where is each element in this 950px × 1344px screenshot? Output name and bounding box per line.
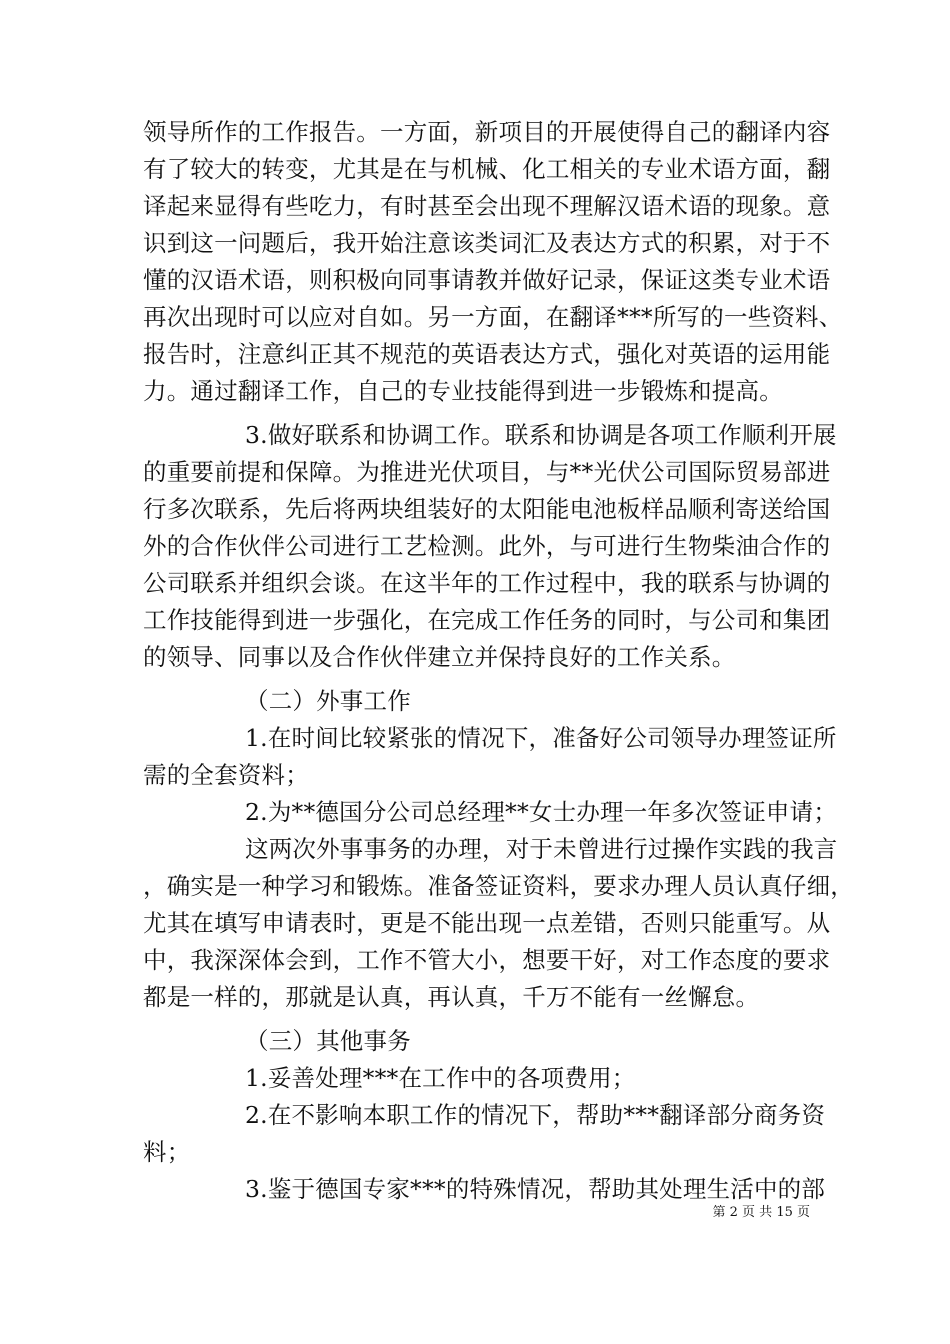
- text-line: 都是一样的，那就是认真，再认真，千万不能有一丝懈怠。: [143, 983, 760, 1011]
- text-line: 的重要前提和保障。为推进光伏项目，与**光伏公司国际贸易部进: [143, 458, 831, 486]
- text-line: 工作技能得到进一步强化，在完成工作任务的同时，与公司和集团: [143, 606, 831, 634]
- text-line: 2.为**德国分公司总经理**女士办理一年多次签证申请；: [245, 798, 838, 826]
- section-heading: （三）其他事务: [245, 1027, 411, 1055]
- text-line: 行多次联系，先后将两块组装好的太阳能电池板样品顺利寄送给国: [143, 495, 831, 523]
- text-line: 2.在不影响本职工作的情况下，帮助***翻译部分商务资: [245, 1101, 826, 1129]
- text-line: ，确实是一种学习和锻炼。准备签证资料，要求办理人员认真仔细，: [143, 872, 854, 900]
- text-line: 有了较大的转变，尤其是在与机械、化工相关的专业术语方面，翻: [143, 155, 831, 183]
- text-line: 公司联系并组织会谈。在这半年的工作过程中，我的联系与协调的: [143, 569, 831, 597]
- text-line: 3.鉴于德国专家***的特殊情况，帮助其处理生活中的部: [245, 1175, 826, 1203]
- text-line: 识到这一问题后，我开始注意该类词汇及表达方式的积累，对于不: [143, 229, 831, 257]
- text-line: 力。通过翻译工作，自己的专业技能得到进一步锻炼和提高。: [143, 377, 783, 405]
- text-line: 懂的汉语术语，则积极向同事请教并做好记录，保证这类专业术语: [143, 266, 831, 294]
- text-line: 1.妥善处理***在工作中的各项费用；: [245, 1064, 636, 1092]
- text-line: 料；: [143, 1138, 191, 1166]
- text-line: 3.做好联系和协调工作。联系和协调是各项工作顺利开展: [245, 421, 837, 449]
- text-line: 译起来显得有些吃力，有时甚至会出现不理解汉语术语的现象。意: [143, 192, 831, 220]
- text-line: 外的合作伙伴公司进行工艺检测。此外，与可进行生物柴油合作的: [143, 532, 831, 560]
- text-line: 需的全套资料；: [143, 761, 309, 789]
- text-line: 的领导、同事以及合作伙伴建立并保持良好的工作关系。: [143, 643, 736, 671]
- text-line: 领导所作的工作报告。一方面，新项目的开展使得自己的翻译内容: [143, 118, 831, 146]
- page-number: 第 2 页 共 15 页: [712, 1205, 810, 1220]
- text-line: 再次出现时可以应对自如。另一方面，在翻译***所写的一些资料、: [143, 303, 843, 331]
- text-line: 中，我深深体会到，工作不管大小，想要干好，对工作态度的要求: [143, 946, 831, 974]
- text-line: 这两次外事事务的办理，对于未曾进行过操作实践的我言: [245, 835, 838, 863]
- text-line: 1.在时间比较紧张的情况下，准备好公司领导办理签证所: [245, 724, 837, 752]
- text-line: 尤其在填写申请表时，更是不能出现一点差错，否则只能重写。从: [143, 909, 831, 937]
- text-line: 报告时，注意纠正其不规范的英语表达方式，强化对英语的运用能: [143, 340, 831, 368]
- section-heading: （二）外事工作: [245, 687, 411, 715]
